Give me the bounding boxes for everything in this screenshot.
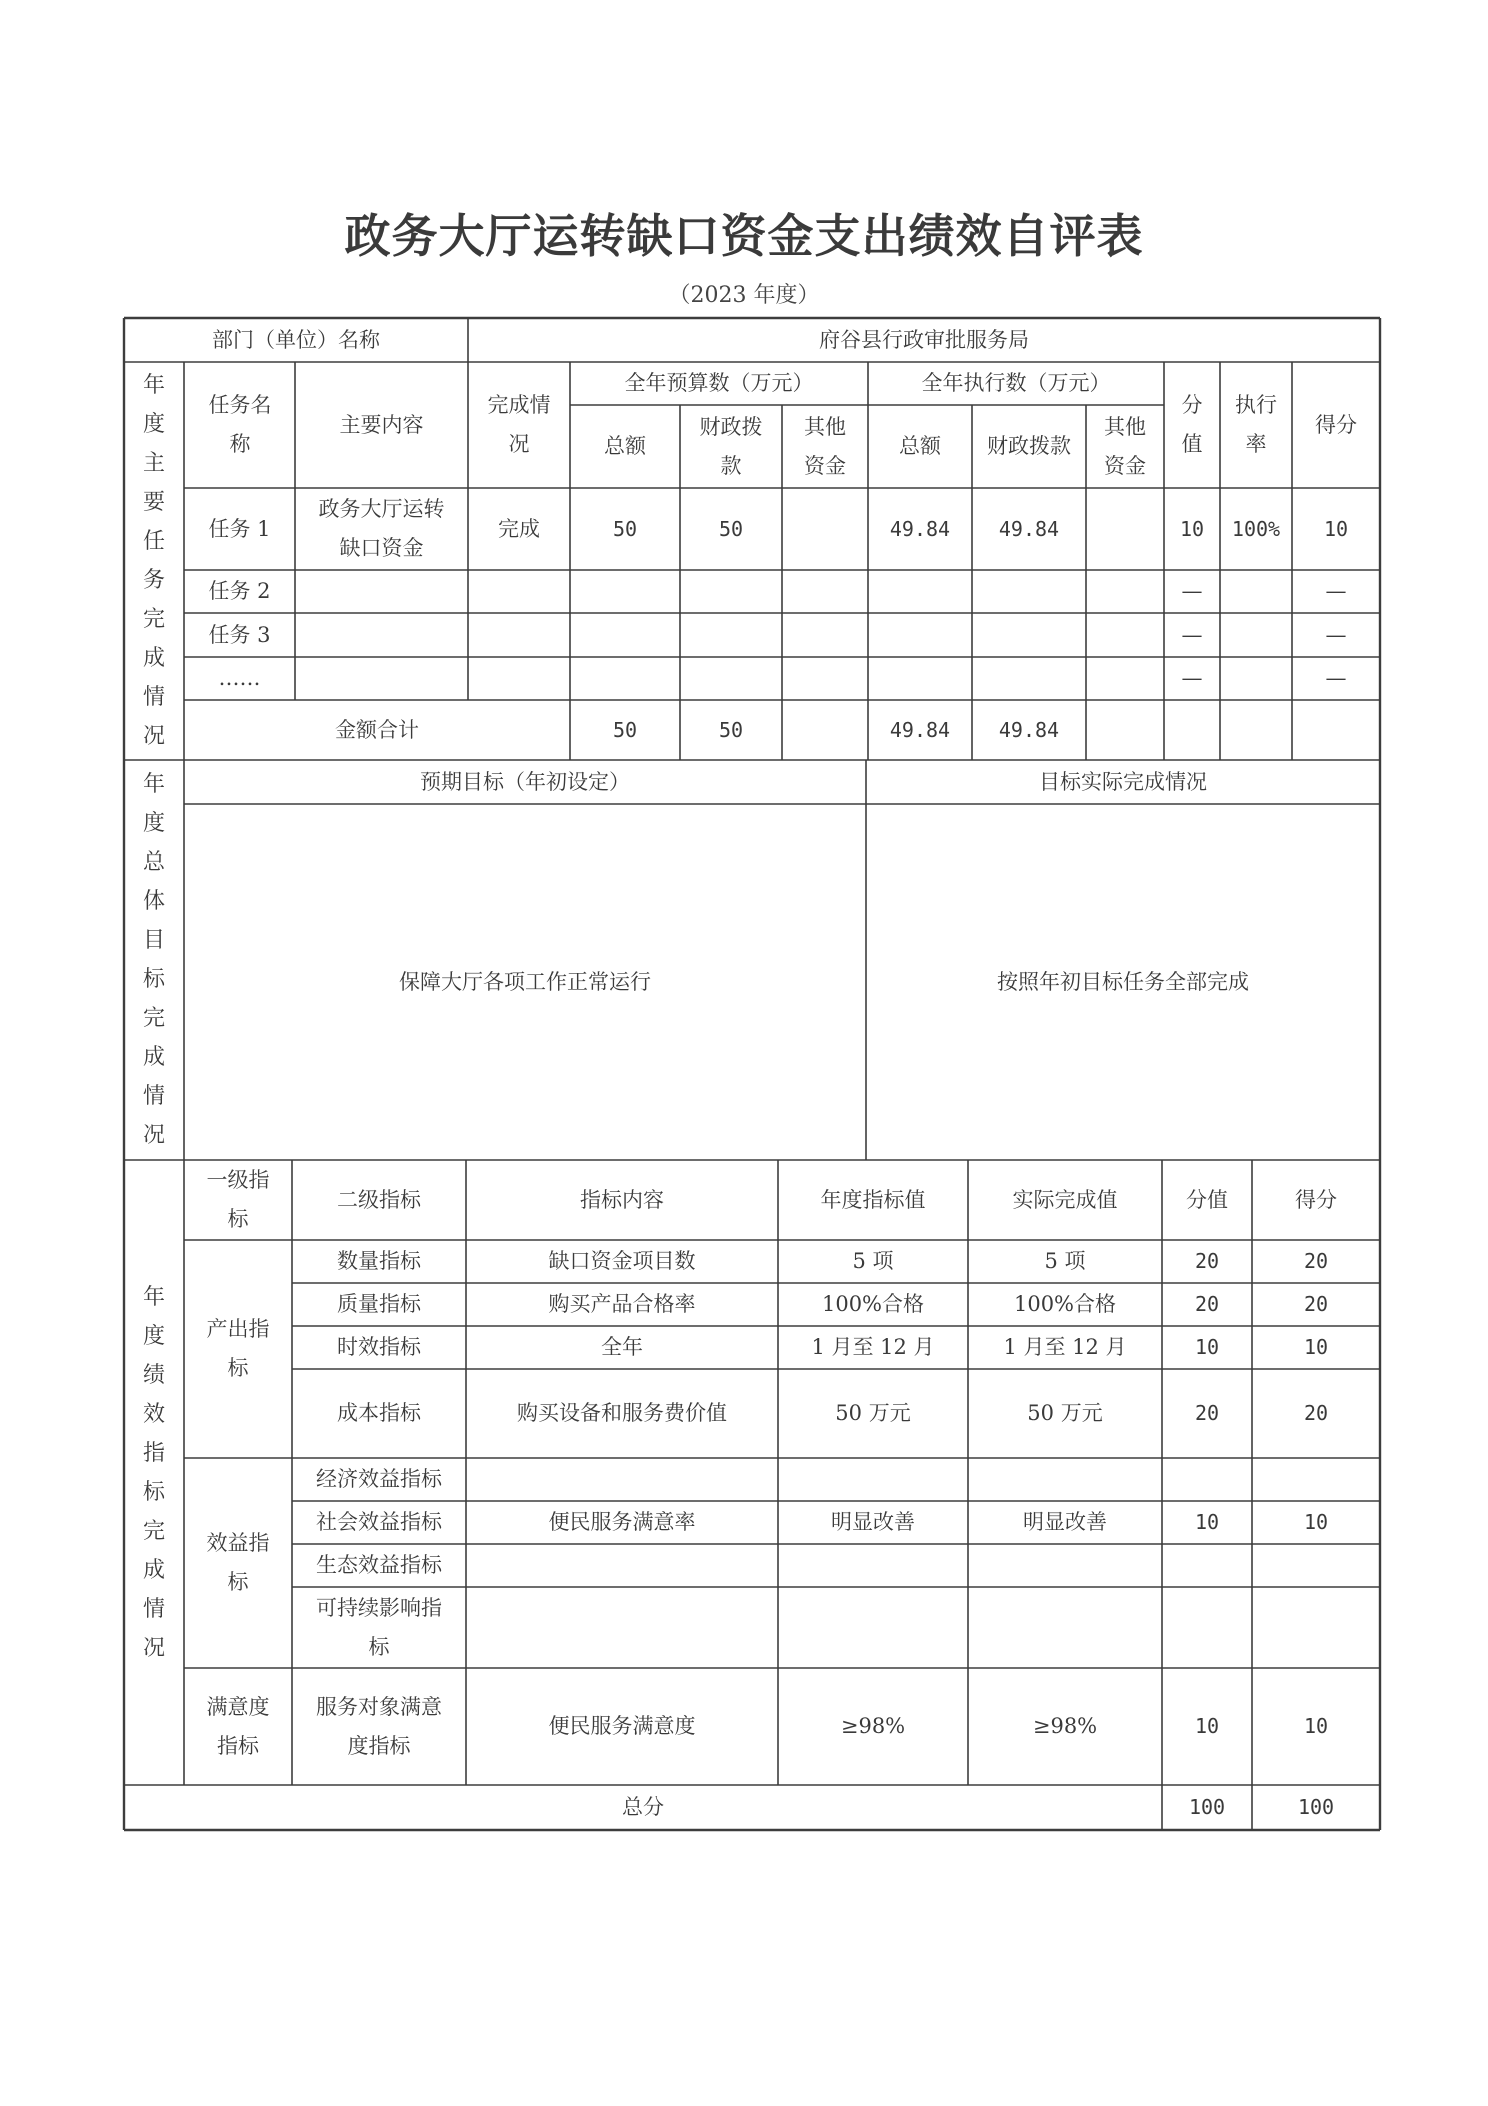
sum-exec-total: 49.84 — [889, 717, 951, 742]
header-expected-goal: 预期目标（年初设定） — [420, 769, 630, 794]
header-indicator-score: 得分 — [1295, 1187, 1337, 1212]
task1-budget-total: 50 — [612, 516, 638, 541]
task1-name: 任务 1 — [208, 516, 271, 541]
indicator-row-target: 5 项 — [852, 1249, 894, 1274]
indicator-row-score: 20 — [1303, 1401, 1329, 1425]
dept-label: 部门（单位）名称 — [212, 327, 380, 352]
indicator-row-actual: 1 月至 12 月 — [1003, 1335, 1127, 1360]
group-satisfaction-indicator: 满意度指标 — [206, 1694, 270, 1758]
indicator-row-score: 10 — [1303, 1510, 1329, 1534]
header-budget-fiscal: 财政拨款 — [699, 414, 763, 478]
total-score: 100 — [1297, 1795, 1335, 1819]
header-exec-rate: 执行率 — [1235, 393, 1277, 456]
section1-side-label: 年 度 主 要 任 务 完 成 情 况 — [142, 373, 165, 749]
indicator-row-score-value: 20 — [1194, 1401, 1220, 1425]
task-more-name: …… — [218, 666, 261, 691]
header-annual-execution: 全年执行数（万元） — [921, 371, 1111, 396]
actual-completion-text: 按照年初目标任务全部完成 — [997, 969, 1249, 994]
header-exec-total: 总额 — [899, 434, 941, 459]
group-output-indicator: 产出指标 — [206, 1317, 270, 1380]
header-annual-target: 年度指标值 — [820, 1187, 926, 1212]
header-level1-indicator: 一级指标 — [206, 1168, 270, 1231]
indicator-row-score-value: 10 — [1194, 1714, 1220, 1738]
task-more-score: — — [1325, 666, 1347, 691]
indicator-row-level2: 社会效益指标 — [316, 1510, 442, 1535]
header-actual-value: 实际完成值 — [1012, 1187, 1118, 1212]
task3-score: — — [1325, 622, 1347, 647]
indicator-row-content: 便民服务满意度 — [548, 1714, 696, 1739]
indicator-row-actual: 100%合格 — [1013, 1292, 1117, 1317]
task2-score-value: — — [1181, 579, 1203, 604]
section3-side-label: 年 度 绩 效 指 标 完 成 情 况 — [142, 1284, 165, 1661]
indicator-row-content: 购买设备和服务费价值 — [517, 1401, 727, 1426]
header-main-content: 主要内容 — [339, 412, 424, 437]
indicator-row-target: 100%合格 — [821, 1292, 925, 1317]
indicator-row-content: 全年 — [601, 1335, 643, 1360]
indicator-row-target: 1 月至 12 月 — [811, 1335, 935, 1360]
header-level2-indicator: 二级指标 — [337, 1187, 421, 1212]
sum-budget-fiscal: 50 — [718, 717, 744, 742]
indicator-row-content: 便民服务满意率 — [548, 1510, 696, 1535]
header-indicator-content: 指标内容 — [580, 1187, 664, 1212]
expected-goal-text: 保障大厅各项工作正常运行 — [399, 969, 651, 994]
indicator-row-level2: 经济效益指标 — [316, 1467, 442, 1492]
group-benefit-indicator: 效益指标 — [206, 1531, 270, 1594]
task-more-score-value: — — [1181, 666, 1203, 691]
indicator-row-score-value: 10 — [1194, 1510, 1220, 1534]
header-budget-other: 其他资金 — [804, 414, 846, 478]
header-completion: 完成情况 — [487, 393, 551, 456]
task2-score: — — [1325, 579, 1347, 604]
task1-exec-fiscal: 49.84 — [998, 516, 1060, 541]
header-score: 得分 — [1315, 412, 1357, 437]
header-budget-total: 总额 — [604, 434, 646, 459]
task1-budget-fiscal: 50 — [718, 516, 744, 541]
header-annual-budget: 全年预算数（万元） — [624, 371, 814, 396]
page-subtitle: （2023 年度） — [668, 283, 820, 308]
header-indicator-score-value: 分值 — [1186, 1187, 1228, 1212]
total-score-value: 100 — [1188, 1795, 1226, 1819]
task3-name: 任务 3 — [208, 622, 271, 647]
indicator-row-score: 10 — [1303, 1714, 1329, 1738]
header-score-value: 分值 — [1181, 393, 1203, 456]
task2-name: 任务 2 — [208, 579, 271, 604]
indicator-row-level2: 服务对象满意度指标 — [316, 1694, 442, 1758]
indicator-row-score: 20 — [1303, 1249, 1329, 1273]
total-label: 总分 — [622, 1795, 664, 1820]
header-actual-completion: 目标实际完成情况 — [1039, 769, 1207, 794]
indicator-row-score-value: 20 — [1194, 1292, 1220, 1316]
indicator-row-target: 明显改善 — [831, 1510, 915, 1535]
indicator-row-level2: 质量指标 — [337, 1292, 421, 1317]
indicator-row-level2: 时效指标 — [337, 1335, 421, 1360]
indicator-row-level2: 成本指标 — [337, 1401, 421, 1426]
indicator-row-target: 50 万元 — [835, 1401, 911, 1426]
dept-value: 府谷县行政审批服务局 — [819, 327, 1029, 352]
task1-status: 完成 — [498, 516, 540, 541]
task1-exec-rate: 100% — [1231, 516, 1281, 541]
indicator-row-score-value: 10 — [1194, 1335, 1220, 1359]
header-exec-fiscal: 财政拨款 — [987, 434, 1071, 459]
indicator-row-score: 20 — [1303, 1292, 1329, 1316]
indicator-row-score: 10 — [1303, 1335, 1329, 1359]
indicator-row-content: 缺口资金项目数 — [548, 1249, 696, 1274]
task1-score: 10 — [1323, 516, 1349, 541]
indicator-row-level2: 数量指标 — [337, 1249, 421, 1274]
indicator-row-actual: ≥98% — [1032, 1714, 1098, 1739]
task1-exec-total: 49.84 — [889, 516, 951, 541]
sum-label: 金额合计 — [335, 717, 419, 742]
indicator-row-actual: 明显改善 — [1023, 1510, 1107, 1535]
sum-exec-fiscal: 49.84 — [998, 717, 1060, 742]
task1-score-value: 10 — [1179, 516, 1205, 541]
task1-content: 政务大厅运转缺口资金 — [318, 497, 445, 560]
header-exec-other: 其他资金 — [1104, 414, 1146, 478]
indicator-row-actual: 50 万元 — [1027, 1401, 1103, 1426]
page-title: 政务大厅运转缺口资金支出绩效自评表 — [344, 209, 1144, 263]
header-task-name: 任务名称 — [208, 393, 272, 456]
indicator-row-actual: 5 项 — [1044, 1249, 1086, 1274]
indicator-row-content: 购买产品合格率 — [548, 1292, 696, 1317]
sum-budget-total: 50 — [612, 717, 638, 742]
section2-side-label: 年 度 总 体 目 标 完 成 情 况 — [142, 772, 165, 1148]
indicator-row-level2: 可持续影响指标 — [316, 1595, 442, 1659]
task3-score-value: — — [1181, 622, 1203, 647]
indicator-row-score-value: 20 — [1194, 1249, 1220, 1273]
indicator-row-target: ≥98% — [840, 1714, 906, 1739]
indicator-row-level2: 生态效益指标 — [316, 1553, 442, 1578]
